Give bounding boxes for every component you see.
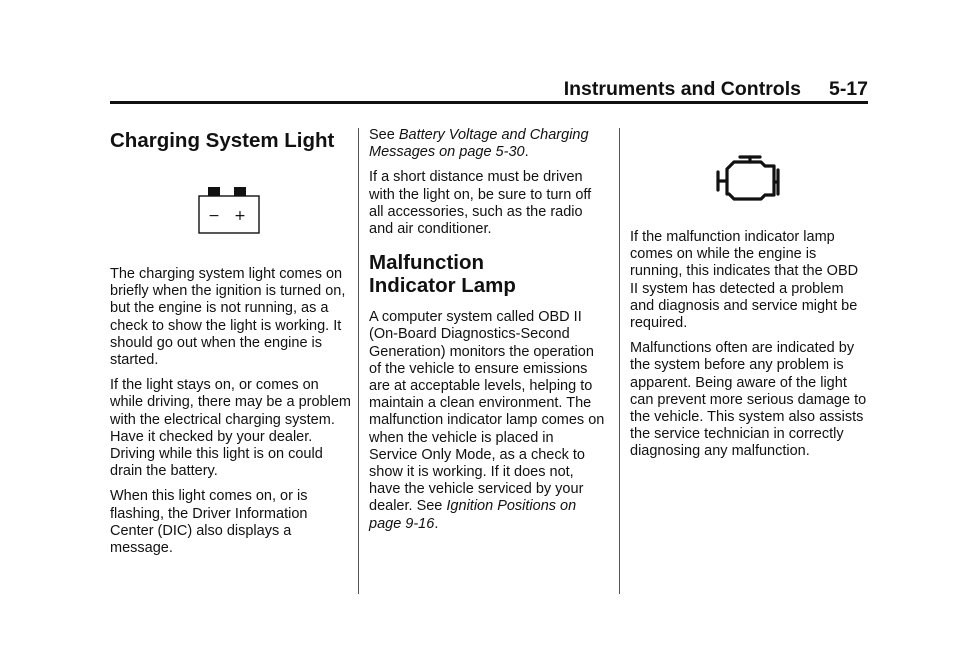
column-divider-2 <box>619 128 620 594</box>
reference-suffix: . <box>524 144 529 161</box>
charging-paragraph-1: The charging system light comes on briefly when the ignition is turned on, but the engine is not running, as a check to show the light is working. It should go out when the engine is started. <box>110 266 346 369</box>
battery-voltage-reference <box>369 127 605 161</box>
column-divider-1 <box>358 128 359 594</box>
reference-prefix: See <box>369 127 399 143</box>
battery-minus-label: − <box>208 208 220 224</box>
column-1 <box>110 127 352 565</box>
mil-running-paragraph: If the malfunction indicator lamp comes on while the engine is running, this indicates that the OBD II system has detected a problem and diagnosis and service might be required. <box>630 229 859 332</box>
header-rule <box>110 101 868 104</box>
heading-line-1: Malfunction <box>369 251 485 275</box>
battery-icon-area <box>110 153 352 266</box>
column-3 <box>630 127 868 469</box>
battery-plus-label: + <box>234 208 246 224</box>
charging-paragraph-2: If the light stays on, or comes on while driving, there may be a problem with the electrical charging system. Have it checked by your dealer. Driving while this light is on could drain the battery. <box>110 377 351 480</box>
heading-line-2: Indicator Lamp <box>369 274 516 298</box>
malfunction-indicator-heading <box>369 251 605 297</box>
charging-paragraph-3: When this light comes on, or is flashing, the Driver Information Center (DIC) also displays a message. <box>110 488 308 557</box>
column-2 <box>369 127 605 541</box>
header-page-number: 5-17 <box>828 78 868 100</box>
check-engine-icon-area <box>630 127 868 229</box>
battery-icon <box>198 186 268 238</box>
battery-voltage-xref[interactable]: Battery Voltage and Charging Messages on page 5-30 <box>369 127 589 161</box>
page-header <box>110 78 868 102</box>
obd-paragraph-text: A computer system called OBD II (On-Board Diagnostics-Second Generation) monitors the operation of the vehicle to ensure emissions are at acceptable levels, helping to maintain a clean environment. The malfunction indicator lamp comes on when the vehicle is placed in Service Only Mode, as a check to show it is working. If it does not, have the vehicle serviced by your dealer. See <box>369 309 605 515</box>
obd-paragraph-suffix: . <box>434 515 439 532</box>
header-section-title: Instruments and Controls <box>563 78 801 100</box>
obd-paragraph <box>369 309 605 533</box>
short-distance-paragraph: If a short distance must be driven with the light on, be sure to turn off all accessories, such as the radio and air conditioner. <box>369 169 592 238</box>
charging-system-light-heading: Charging System Light <box>110 129 335 152</box>
ignition-positions-xref[interactable]: Ignition Positions on page 9-16 <box>369 498 577 532</box>
check-engine-icon <box>716 155 784 203</box>
malfunctions-paragraph: Malfunctions often are indicated by the system before any problem is apparent. Being aware of the light can prevent more serious damage to the vehicle. This system also assists the service technician in correctly diagnosing any malfunction. <box>630 340 867 460</box>
